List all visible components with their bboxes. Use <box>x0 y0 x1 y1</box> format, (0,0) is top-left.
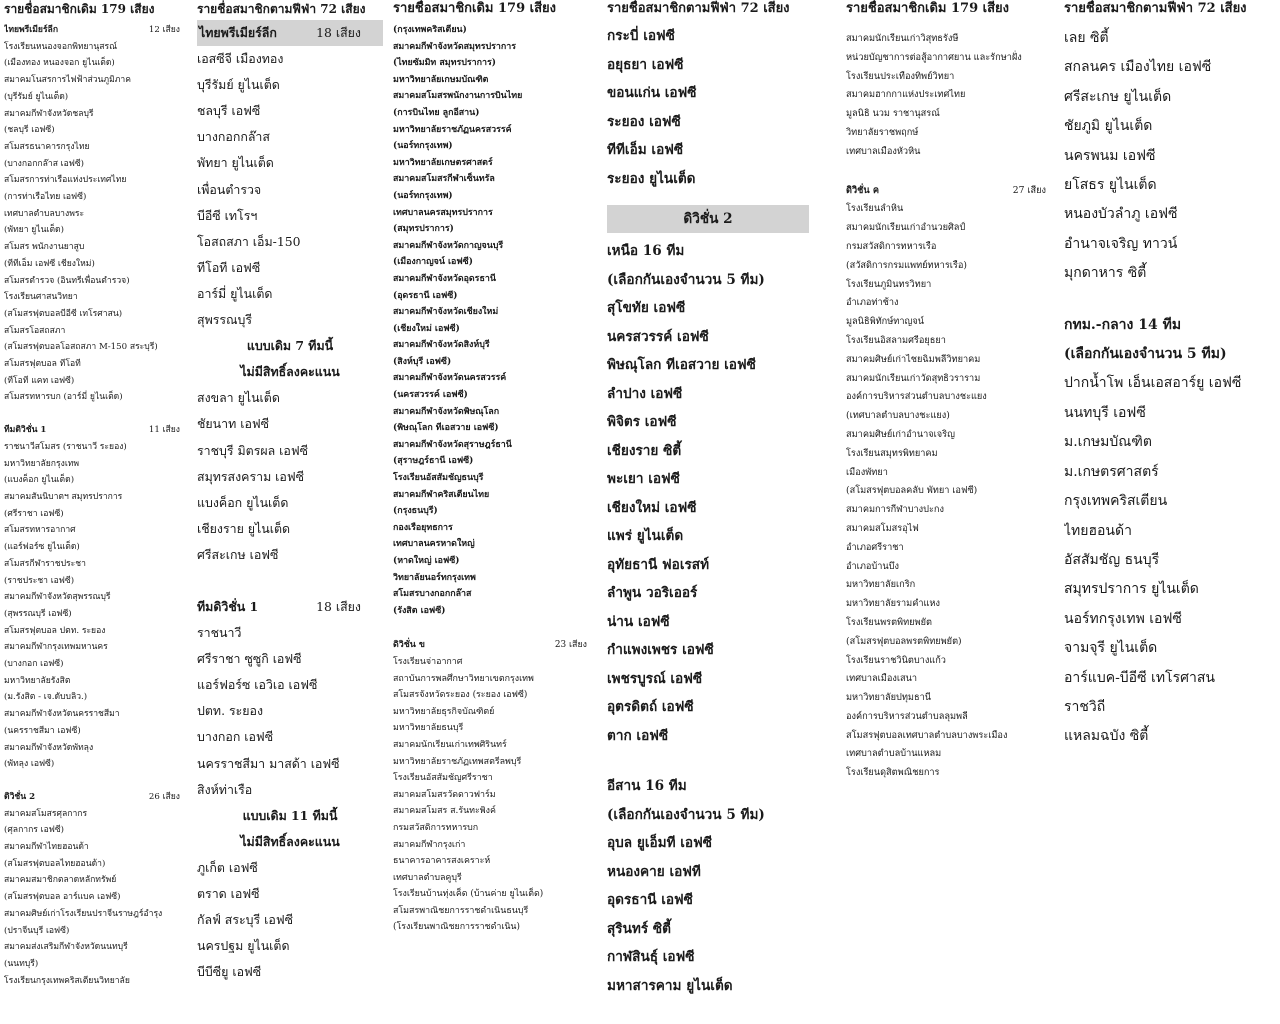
list-item: (ไทยซัมมิท สมุทรปราการ) <box>393 58 496 69</box>
list-item: กำแพงเพชร เอฟซี <box>607 642 714 658</box>
column-5 <box>846 0 1046 1024</box>
list-item: แหลมฉบัง ซิตี้ <box>1064 728 1149 745</box>
list-item: ตราด เอฟซี <box>197 886 260 901</box>
column-header: รายชื่อสมาชิกเดิม 179 เสียง <box>4 2 155 16</box>
member-list <box>846 200 1046 783</box>
column-1 <box>4 0 180 1024</box>
list-item: โรงเรียนภูมินทรวิทยา <box>846 278 932 290</box>
club-list <box>197 855 383 985</box>
region-subtitle: (เลือกกันเองจำนวน 5 ทีม) <box>607 271 765 288</box>
list-item: (กรุงเทพคริสเตียน) <box>393 25 467 35</box>
list-item: สมาคมกีฬาจังหวัดเชียงใหม่ <box>393 307 499 318</box>
list-item: ธนาคารอาคารสงเคราะห์ <box>393 856 491 867</box>
list-item: ทีทีเอ็ม เอฟซี <box>607 142 684 158</box>
list-item: สมาคมกีฬาจังหวัดสิงห์บุรี <box>393 340 490 351</box>
list-item: อัสสัมชัญ ธนบุรี <box>1064 551 1160 568</box>
list-item: สมาคมสโมสรพนักงานการบินไทย <box>393 91 523 102</box>
member-list <box>393 22 587 619</box>
list-item: สมุทรปราการ ยูไนเต็ด <box>1064 581 1199 598</box>
list-item: (ศุลกากร เอฟซี) <box>4 825 65 836</box>
column-6 <box>1064 0 1276 1024</box>
note: ไม่มีสิทธิ์ลงคะแนน <box>240 364 340 380</box>
list-item: นครสวรรค์ เอฟซี <box>607 328 709 345</box>
member-list <box>4 439 180 773</box>
list-item: สมาคมสโมสรอุไฟ <box>846 522 919 534</box>
vote-count: 12 เสียง <box>148 25 180 35</box>
list-item: สมาคมกีฬากรุงเก่า <box>393 839 466 850</box>
list-item: เลย ซิตี้ <box>1064 30 1109 46</box>
list-item: พิจิตร เอฟซี <box>607 414 677 430</box>
list-item: ราชบุรี มิตรผล เอฟซี <box>197 442 309 458</box>
region-subtitle: (เลือกกันเองจำนวน 5 ทีม) <box>1064 346 1227 363</box>
list-item: สมาคมกีฬาจังหวัดกาญจนบุรี <box>393 240 504 251</box>
list-item: อุดรธานี เอฟซี <box>607 892 693 908</box>
list-item: โรงเรียนศาสนวิทยา <box>4 292 78 303</box>
list-item: สมาคมกีฬาคริสเตียนไทย <box>393 489 490 500</box>
list-item: แอร์ฟอร์ซ เอวิเอ เอฟซี <box>197 677 318 693</box>
list-item: สิงห์ท่าเรือ <box>197 781 253 797</box>
list-item: (สโมสรฟุตบอลพรตพิทยพยัต) <box>846 635 962 647</box>
list-item: (เมืองกาญจน์ เอฟซี) <box>393 257 473 268</box>
list-item: ยโสธร ยูไนเต็ด <box>1064 177 1157 194</box>
list-item: นครปฐม ยูไนเต็ด <box>197 938 290 954</box>
member-list <box>4 806 180 990</box>
column-header: รายชื่อสมาชิกเดิม 179 เสียง <box>393 1 557 16</box>
section-title: ทีมดิวิชั่น 1 <box>197 598 259 614</box>
list-item: สมาคมนักเรียนเก่าวัดสุทธิวราราม <box>846 372 981 384</box>
list-item: เทศบาลเมืองเสนา <box>846 673 918 685</box>
list-item: (พัทลุง เอฟซี) <box>4 759 55 770</box>
list-item: สมาคมส่งเสริมกีฬาจังหวัดนนทบุรี <box>4 942 128 953</box>
list-item: ศรีสะเกษ เอฟซี <box>197 546 279 562</box>
club-list <box>197 620 383 803</box>
list-item: สมาคมกีฬาจังหวัดอุดรธานี <box>393 273 496 284</box>
list-item: จามจุรี ยูไนเต็ด <box>1064 640 1158 657</box>
list-item: สโมสรฟุตบอล ทีโอที <box>4 359 81 370</box>
list-item: (ราชประชา เอฟซี) <box>4 575 75 586</box>
list-item: ศรีสะเกษ ยูไนเต็ด <box>1064 88 1172 105</box>
list-item: สมาคมสโมสรกีฬาเซ็นทรัล <box>393 174 495 185</box>
list-item: (พิษณุโลก ทีเอสวาย เอฟซี) <box>393 423 499 434</box>
list-item: ปตท. ระยอง <box>197 703 264 719</box>
list-item: (สิงห์บุรี เอฟซี) <box>393 356 452 367</box>
list-item: สโมสรตำรวจ (อินทรีเพื่อนตำรวจ) <box>4 275 130 286</box>
list-item: สโมสรกีฬาราชประชา <box>4 558 86 569</box>
list-item: สมาคมนักเรียนเก่าวิสุทธรังษี <box>846 33 959 44</box>
list-item: ทีโอที เอฟซี <box>197 259 261 275</box>
column-header: รายชื่อสมาชิกเดิม 179 เสียง <box>846 1 1010 16</box>
region-title: อีสาน 16 ทีม <box>607 778 687 794</box>
list-item: สมาคมสโมสรวัดดาวฟาร์ม <box>393 789 496 800</box>
column-3 <box>393 0 587 1024</box>
list-item: มูลนิธิ นวม ราชานุสรณ์ <box>846 108 940 120</box>
list-item: (สโมสรฟุตบอลไทยฮอนด้า) <box>4 858 106 869</box>
list-item: สโมสรบางกอกกล๊าส <box>393 589 472 600</box>
list-item: อำนาจเจริญ ทาวน์ <box>1064 235 1178 252</box>
list-item: แบงค็อก ยูไนเต็ด <box>197 494 289 510</box>
list-item: (สโมสรฟุตบอลบีอีซี เทโรศาสน) <box>4 308 123 319</box>
list-item: วิทยาลัยราชพฤกษ์ <box>846 126 919 138</box>
list-item: ขอนแก่น เอฟซี <box>607 85 697 101</box>
list-item: สุรินทร์ ซิตี้ <box>607 920 671 937</box>
list-item: (สมุทรปราการ) <box>393 224 454 235</box>
section-title: ดิวิชั่น 2 <box>4 791 36 802</box>
list-item: ระยอง เอฟซี <box>607 113 681 130</box>
list-item: (นนทบุรี) <box>4 958 39 969</box>
list-item: สมาคมกีฬากรุงเทพมหานคร <box>4 642 108 653</box>
list-item: สงขลา ยูไนเต็ด <box>197 390 280 406</box>
list-item: ระยอง ยูไนเต็ด <box>607 170 696 187</box>
list-item: (สุราษฎร์ธานี เอฟซี) <box>393 456 474 467</box>
list-item: สมาคมกีฬาจังหวัดสุพรรณบุรี <box>4 592 111 603</box>
list-item: ม.เกษตรศาสตร์ <box>1064 463 1159 480</box>
list-item: นครราชสีมา มาสด้า เอฟซี <box>197 755 340 771</box>
list-item: สมาคมศิษย์เก่าไชยฉิมพลีวิทยาคม <box>846 353 981 365</box>
list-item: สโมสรทหารอากาศ <box>4 525 76 536</box>
section-heading <box>846 182 1046 201</box>
club-list <box>607 294 809 750</box>
list-item: (รังสิต เอฟซี) <box>393 605 446 616</box>
section-heading <box>393 637 587 654</box>
list-item: แพร่ ยูไนเต็ด <box>607 528 684 544</box>
list-item: โรงเรียนอัสสัมชัญศรีราชา <box>393 773 493 784</box>
list-item: สมาคมกีฬาจังหวัดนครสวรรค์ <box>393 373 507 384</box>
region-title: เหนือ 16 ทีม <box>607 243 685 259</box>
list-item: ภูเก็ต เอฟซี <box>197 859 258 875</box>
column-4 <box>607 0 809 1024</box>
list-item: เทศบาลตำบลคูบุรี <box>393 872 462 883</box>
list-item: ปากน้ำโพ เอ็นเอสอาร์ยู เอฟซี <box>1064 375 1242 392</box>
list-item: สมาคมสโมสร ส.รันทะพิงค์ <box>393 806 496 817</box>
list-item: ลำปาง เอฟซี <box>607 385 683 402</box>
list-item: มหาวิทยาลัยราชภัฏนครสวรรค์ <box>393 124 512 135</box>
list-item: ราชวิถี <box>1064 698 1106 715</box>
list-item: บุรีรัมย์ ยูไนเต็ด <box>197 77 280 93</box>
member-list <box>393 654 587 936</box>
list-item: สมาคมกีฬาจังหวัดพัทลุง <box>4 742 94 753</box>
list-item: เพื่อนตำรวจ <box>197 181 262 197</box>
list-item: สโมสรฟุตบอลเทศบาลตำบลบางพระเมือง <box>846 729 1008 741</box>
list-item: ชัยนาท เอฟซี <box>197 416 270 432</box>
list-item: (แอร์ฟอร์ซ ยูไนเต็ด) <box>4 542 80 553</box>
list-item: (เชียงใหม่ เอฟซี) <box>393 323 460 334</box>
vote-count: 18 เสียง <box>316 598 361 614</box>
list-item: ลำพูน วอริเออร์ <box>607 585 698 601</box>
list-item: เชียงใหม่ เอฟซี <box>607 499 697 516</box>
list-item: เทศบาลเมืองหัวหิน <box>846 145 921 157</box>
list-item: (การบินไทย ลูกอีสาน) <box>393 107 480 118</box>
list-item: มุกดาหาร ซิตี้ <box>1064 265 1147 282</box>
list-item: สมาคมการกีฬาบางปะกง <box>846 504 944 516</box>
club-list <box>607 829 809 1000</box>
list-item: สมาคมสโมสรศุลกากร <box>4 808 88 819</box>
vote-count: 27 เสียง <box>1012 184 1046 196</box>
list-item: ราชนาวีสโมสร (ราชนาวี ระยอง) <box>4 441 127 452</box>
list-item: (พัทยา ยูไนเต็ด) <box>4 225 64 236</box>
list-item: โรงเรียนสมุทรพิทยาคม <box>846 447 938 459</box>
list-item: โรงเรียนอัสสัมชัญธนบุรี <box>393 473 484 484</box>
list-item: สโมสรฟุตบอล ปตท. ระยอง <box>4 625 106 636</box>
list-item: อำเภอศรีราชา <box>846 541 904 553</box>
list-item: ชัยภูมิ ยูไนเต็ด <box>1064 118 1153 135</box>
list-item: สมาคมโนสรการไฟฟ้าส่วนภูมิภาค <box>4 75 131 86</box>
list-item: สมาคมนักเรียนเก่าอำนวยศิลป์ <box>846 222 966 234</box>
list-item: มหาวิทยาลัยรังสิต <box>4 675 71 686</box>
club-list <box>1064 24 1276 289</box>
section-title: ไทยพรีเมียร์ลีก <box>4 25 59 35</box>
list-item: อำเภอท่าช้าง <box>846 297 899 309</box>
member-list <box>4 39 180 406</box>
list-item: โรงเรียนบ้านทุ่งเค็ด (บ้านค่าย ยูไนเต็ด) <box>393 889 544 900</box>
list-item: สมาคมนักเรียนเก่าเทพศิรินทร์ <box>393 739 507 750</box>
list-item: (หาดใหญ่ เอฟซี) <box>393 556 460 566</box>
list-item: (กรุงธนบุรี) <box>393 506 438 517</box>
note: ไม่มีสิทธิ์ลงคะแนน <box>240 833 340 849</box>
column-header: รายชื่อสมาชิกตามฟีฟ่า 72 เสียง <box>197 2 366 16</box>
list-item: โรงเรียนกรุงเทพคริสเตียนวิทยาลัย <box>4 975 130 986</box>
list-item: มหาวิทยาลัยกรุงเทพ <box>4 458 80 469</box>
list-item: โรงเรียนพรตพิทยพยัต <box>846 616 932 628</box>
list-item: อยุธยา เอฟซี <box>607 56 684 73</box>
list-item: มหาวิทยาลัยเกษมบัณฑิต <box>393 74 489 85</box>
list-item: เชียงราย ซิตี้ <box>607 442 682 459</box>
list-item: อาร์มี่ ยูไนเต็ด <box>197 285 273 301</box>
list-item: องค์การบริหารส่วนตำบลบางชะแยง <box>846 391 987 403</box>
list-item: (ปราจีนบุรี เอฟซี) <box>4 925 70 936</box>
list-item: (นครสวรรค์ เอฟซี) <box>393 390 468 401</box>
list-item: มหาวิทยาลัยเกษตรศาสตร์ <box>393 157 493 168</box>
list-item: สมุทรสงคราม เอฟซี <box>197 468 305 484</box>
vote-count: 18 เสียง <box>316 25 361 40</box>
list-item: พัทยา ยูไนเต็ด <box>197 155 274 171</box>
list-item: นนทบุรี เอฟซี <box>1064 404 1146 421</box>
vote-count: 23 เสียง <box>554 640 587 651</box>
list-item: หนองบัวลำภู เอฟซี <box>1064 206 1178 223</box>
list-item: สโมสรการท่าเรือแห่งประเทศไทย <box>4 175 127 186</box>
list-item: ชลบุรี เอฟซี <box>197 103 261 119</box>
list-item: สโมสรโอสถสภา <box>4 325 66 336</box>
list-item: (สุพรรณบุรี เอฟซี) <box>4 608 72 619</box>
list-item: (แบงค็อก ยูไนเต็ด) <box>4 475 75 486</box>
list-item: อำเภอบ้านบึง <box>846 560 899 572</box>
list-item: มหาวิทยาลัยราชภัฏเทพสตรีลพบุรี <box>393 756 522 767</box>
list-item: อาร์แบค-บีอีซี เทโรศาสน <box>1064 669 1215 686</box>
list-item: โรงเรียนจ่าอากาศ <box>393 656 463 667</box>
list-item: เมืองพัทยา <box>846 466 888 478</box>
list-item: (นครราชสีมา เอฟซี) <box>4 725 81 736</box>
list-item: มหาวิทยาลัยธุรกิจบัณฑิตย์ <box>393 706 495 717</box>
column-2 <box>197 0 383 1024</box>
list-item: สมาคมฮากกาแห่งประเทศไทย <box>846 89 966 101</box>
list-item: (เทศบาลตำบลบางชะแยง) <box>846 410 950 422</box>
note: แบบเดิม 7 ทีมนี้ <box>246 338 334 354</box>
list-item: (ศรีราชา เอฟซี) <box>4 508 64 519</box>
list-item: โรงเรียนประเทืองทิพย์วิทยา <box>846 70 955 82</box>
section-heading <box>4 22 180 39</box>
list-item: กระบี่ เอฟซี <box>607 28 675 44</box>
list-item: บีบีซียู เอฟซี <box>197 964 262 980</box>
list-item: สโมสรทหารบก (อาร์มี่ ยูไนเต็ด) <box>4 392 123 403</box>
list-item: โรงเรียนราชวินิตบางแก้ว <box>846 654 946 666</box>
list-item: ม.เกษมบัณฑิต <box>1064 434 1152 451</box>
list-item: วิทยาลัยนอร์ทกรุงเทพ <box>393 572 476 583</box>
section-title: ดิวิชั่น ค <box>846 184 879 196</box>
list-item: บางกอก เอฟซี <box>197 729 274 745</box>
list-item: (นอร์ทกรุงเทพ) <box>393 141 453 152</box>
list-item: สมาคมกีฬาจังหวัดนครราชสีมา <box>4 709 120 720</box>
list-item: นครพนม เอฟซี <box>1064 147 1156 164</box>
list-item: เทศบาลตำบลบ้านแหลม <box>846 748 942 760</box>
club-list <box>197 385 383 568</box>
member-list <box>846 30 1046 162</box>
list-item: มหาวิทยาลัยปทุมธานี <box>846 692 932 704</box>
list-item: เทศบาลตำบลบางพระ <box>4 208 85 219</box>
list-item: เทศบาลนครหาดใหญ่ <box>393 539 475 550</box>
list-item: สกลนคร เมืองไทย เอฟซี <box>1064 59 1212 76</box>
list-item: สุพรรณบุรี <box>197 312 253 328</box>
vote-count: 26 เสียง <box>148 791 180 802</box>
list-item: มูลนิธิพิทักษ์ทาญจน์ <box>846 316 925 328</box>
section-title: ไทยพรีเมียร์ลีก <box>199 25 277 40</box>
list-item: โอสถสภา เอ็ม-150 <box>197 233 301 249</box>
list-item: (อุดรธานี เอฟซี) <box>393 290 458 301</box>
division-band: ดิวิชั่น 2 <box>607 205 809 233</box>
list-item: สมาคมกีฬาจังหวัดสมุทรปราการ <box>393 41 516 52</box>
vote-count: 11 เสียง <box>148 425 180 436</box>
list-item: (เมืองทอง หนองจอก ยูไนเต็ด) <box>4 58 115 69</box>
list-item: (ทีทีเอ็ม เอฟซี เชียงใหม่) <box>4 258 95 269</box>
list-item: สโมสรธนาคารกรุงไทย <box>4 141 90 152</box>
list-item: กาฬสินธุ์ เอฟซี <box>607 949 695 965</box>
section-heading <box>197 594 383 620</box>
section-title: ทีมดิวิชั่น 1 <box>4 425 47 436</box>
list-item: สมาคมกีฬาจังหวัดสุราษฎร์ธานี <box>393 439 512 450</box>
list-item: สมาคมกีฬาไทยฮอนด้า <box>4 842 89 853</box>
list-item: (บุรีรัมย์ ยูไนเต็ด) <box>4 91 69 102</box>
list-item: สมาคมกีฬาจังหวัดชลบุรี <box>4 108 94 119</box>
list-item: ราชนาวี <box>197 625 242 641</box>
list-item: เชียงราย ยูไนเต็ด <box>197 520 291 536</box>
list-item: สมาคมศิษย์เก่าโรงเรียนปราจีนราษฎร์อำรุง <box>4 908 163 919</box>
list-item: เพชรบูรณ์ เอฟซี <box>607 670 703 687</box>
list-item: กรุงเทพคริสเตียน <box>1064 493 1168 510</box>
list-item: (สโมสรฟุตบอลโอสถสภา M-150 สระบุรี) <box>4 342 158 353</box>
list-item: หนองคาย เอฟที <box>607 863 701 880</box>
list-item: นอร์ทกรุงเทพ เอฟซี <box>1064 610 1182 627</box>
list-item: บางกอกกล๊าส <box>197 129 270 145</box>
note: แบบเดิม 11 ทีมนี้ <box>242 807 338 823</box>
list-item: สมาคมสันนิบาตฯ สมุทรปราการ <box>4 491 123 502</box>
list-item: สมาคมสมาชิกตลาดหลักทรัพย์ <box>4 875 117 886</box>
section-title: ดิวิชั่น ข <box>393 640 425 651</box>
list-item: (สโมสรฟุตบอล อาร์แบค เอฟซี) <box>4 892 121 903</box>
section-heading <box>4 422 180 439</box>
list-item: (การท่าเรือไทย เอฟซี) <box>4 192 87 203</box>
list-item: สมาคมกีฬาจังหวัดพิษณุโลก <box>393 406 500 417</box>
list-item: มหาวิทยาลัยเกริก <box>846 579 916 591</box>
list-item: มหาวิทยาลัยรามคำแหง <box>846 598 940 610</box>
list-item: โรงเรียนอิสลามศรีอยุธยา <box>846 334 946 346</box>
list-item: (ทีโอที แคท เอฟซี) <box>4 375 75 386</box>
list-item: สมาคมศิษย์เก่าอำนาจเจริญ <box>846 428 955 440</box>
list-item: โรงเรียนดุสิตพณิชยการ <box>846 767 940 779</box>
region-subtitle: (เลือกกันเองจำนวน 5 ทีม) <box>607 806 765 823</box>
list-item: พิษณุโลก ทีเอสวาย เอฟซี <box>607 357 756 373</box>
list-item: มหาวิทยาลัยธนบุรี <box>393 723 464 734</box>
list-item: กองเรือยุทธการ <box>393 522 453 533</box>
list-item: กรมสวัสดิการทหารบก <box>393 822 479 833</box>
list-item: กรมสวัสดิการทหารเรือ <box>846 240 937 252</box>
club-list <box>1064 369 1276 751</box>
list-item: (นอร์ทกรุงเทพ) <box>393 190 453 201</box>
list-item: องค์การบริหารส่วนตำบลลุมพลี <box>846 710 968 722</box>
list-item: หน่วยบัญชาการต่อสู้อากาศยาน และรักษาฝั่ง <box>846 51 1022 63</box>
column-header: รายชื่อสมาชิกตามฟีฟ่า 72 เสียง <box>607 1 790 16</box>
list-item: (บางกอกกล๊าส เอฟซี) <box>4 158 85 169</box>
list-item: (โรงเรียนพาณิชยการราชดำเนิน) <box>393 922 520 933</box>
club-list <box>197 46 383 333</box>
list-item: โรงเรียนลำหิน <box>846 203 904 215</box>
list-item: (สโมสรฟุตบอลคลับ พัทยา เอฟซี) <box>846 485 978 497</box>
list-item: เทศบาลนครสมุทรปราการ <box>393 207 493 218</box>
list-item: มหาสารคาม ยูไนเต็ด <box>607 977 733 994</box>
list-item: ศรีราชา ซูซูกิ เอฟซี <box>197 651 302 667</box>
list-item: อุบล ยูเอ็มที เอฟซี <box>607 835 712 851</box>
section-heading <box>197 20 383 46</box>
region-title: กทม.-กลาง 14 ทีม <box>1064 316 1182 333</box>
list-item: สุโขทัย เอฟซี <box>607 300 686 316</box>
list-item: (ชลบุรี เอฟซี) <box>4 125 55 136</box>
list-item: อุตรดิตถ์ เอฟซี <box>607 699 694 715</box>
list-item: (ม.รังสิต - เจ.ดับบลิว.) <box>4 692 88 703</box>
club-list <box>607 22 809 193</box>
list-item: โรงเรียนหนองจอกพิทยานุสรณ์ <box>4 41 118 52</box>
list-item: ตาก เอฟซี <box>607 727 669 744</box>
list-item: อุทัยธานี ฟอเรสท์ <box>607 556 710 573</box>
list-item: (บางกอก เอฟซี) <box>4 659 64 670</box>
list-item: สโมสรพาณิชยการราชดำเนินธนบุรี <box>393 905 529 916</box>
list-item: สโมสร พนักงานยาสูบ <box>4 242 85 253</box>
section-heading <box>4 789 180 806</box>
list-item: สถาบันการพลศึกษาวิทยาเขตกรุงเทพ <box>393 673 534 684</box>
list-item: ไทยฮอนด้า <box>1064 522 1132 539</box>
list-item: สโมสรจังหวัดระยอง (ระยอง เอฟซี) <box>393 690 528 701</box>
list-item: เอสซีจี เมืองทอง <box>197 51 284 67</box>
list-item: บีอีซี เทโรฯ <box>197 207 258 223</box>
list-item: (สวัสดิการกรมแพทย์ทหารเรือ) <box>846 259 967 271</box>
list-item: น่าน เอฟซี <box>607 613 670 630</box>
column-header: รายชื่อสมาชิกตามฟีฟ่า 72 เสียง <box>1064 1 1247 16</box>
list-item: พะเยา เอฟซี <box>607 471 680 487</box>
list-item: กัลฟ์ สระบุรี เอฟซี <box>197 912 293 928</box>
